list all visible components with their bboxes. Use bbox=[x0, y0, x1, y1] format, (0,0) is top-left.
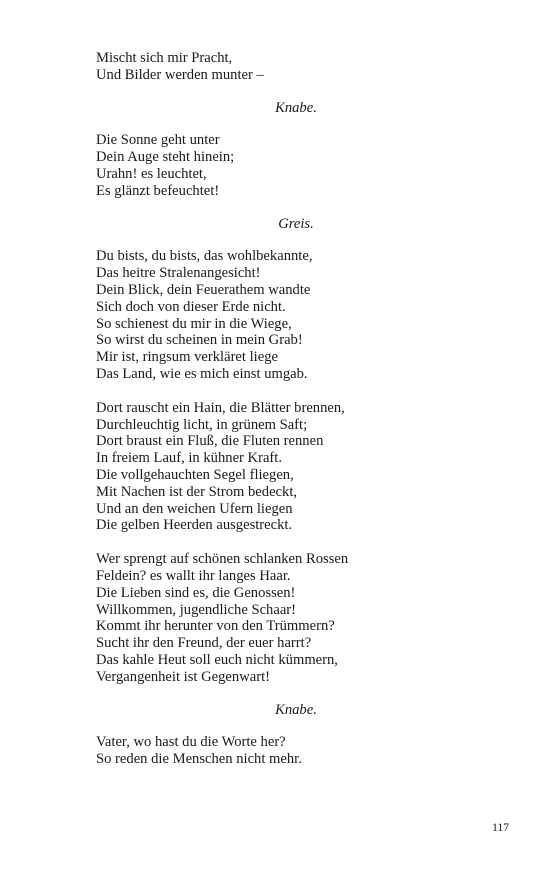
verse-line: Die Lieben sind es, die Genossen! bbox=[96, 584, 296, 601]
verse-line: Feldein? es wallt ihr langes Haar. bbox=[96, 567, 291, 584]
verse-line: Vater, wo hast du die Worte her? bbox=[96, 734, 286, 751]
poem-body bbox=[96, 50, 466, 768]
page-number: 117 bbox=[492, 822, 509, 834]
verse-line: Kommt ihr herunter von den Trümmern? bbox=[96, 618, 335, 635]
verse-line: Mir ist, ringsum verkläret liege bbox=[96, 349, 278, 366]
verse-line: Das heitre Stralenangesicht! bbox=[96, 265, 261, 282]
stanza bbox=[96, 400, 466, 534]
verse-line: Und an den weichen Ufern liegen bbox=[96, 500, 293, 517]
verse-line: So wirst du scheinen in mein Grab! bbox=[96, 332, 303, 349]
verse-line: Das Land, wie es mich einst umgab. bbox=[96, 365, 308, 382]
verse-line: Das kahle Heut soll euch nicht kümmern, bbox=[96, 651, 338, 668]
stanza bbox=[96, 132, 466, 199]
verse-line: Vergangenheit ist Gegenwart! bbox=[96, 668, 270, 685]
verse-line: Dein Blick, dein Feuerathem wandte bbox=[96, 281, 311, 298]
verse-line: Und Bilder werden munter – bbox=[96, 66, 264, 83]
verse-line: Durchleuchtig licht, in grünem Saft; bbox=[96, 416, 308, 433]
verse-line: Sich doch von dieser Erde nicht. bbox=[96, 298, 286, 315]
verse-line: Dort braust ein Fluß, die Fluten rennen bbox=[96, 433, 324, 450]
verse-line: Du bists, du bists, das wohlbekannte, bbox=[96, 248, 313, 265]
verse-line: Dein Auge steht hinein; bbox=[96, 149, 235, 166]
verse-line: Dort rauscht ein Hain, die Blätter brennen, bbox=[96, 399, 345, 416]
stanza bbox=[96, 551, 466, 685]
stanza bbox=[96, 248, 466, 382]
verse-line: Die Sonne geht unter bbox=[96, 132, 220, 149]
verse-line: Sucht ihr den Freund, der euer harrt? bbox=[96, 635, 312, 652]
verse-line: Willkommen, jugendliche Schaar! bbox=[96, 601, 297, 618]
speaker-label: Knabe. bbox=[275, 99, 317, 116]
verse-line: In freiem Lauf, in kühner Kraft. bbox=[96, 450, 282, 467]
verse-line: Mischt sich mir Pracht, bbox=[96, 50, 233, 66]
verse-line: Mit Nachen ist der Strom bedeckt, bbox=[96, 483, 298, 500]
verse-line: Urahn! es leuchtet, bbox=[96, 165, 207, 182]
speaker-label: Greis. bbox=[278, 215, 314, 232]
verse-line: Es glänzt befeuchtet! bbox=[96, 182, 220, 199]
speaker-label: Knabe. bbox=[275, 701, 317, 718]
verse-line: So reden die Menschen nicht mehr. bbox=[96, 751, 302, 768]
stanza bbox=[96, 734, 466, 768]
verse-line: Die gelben Heerden ausgestreckt. bbox=[96, 517, 293, 534]
verse-line: So schienest du mir in die Wiege, bbox=[96, 315, 292, 332]
stanza bbox=[96, 50, 466, 84]
verse-line: Die vollgehauchten Segel fliegen, bbox=[96, 466, 294, 483]
verse-line: Wer sprengt auf schönen schlanken Rossen bbox=[96, 551, 349, 568]
